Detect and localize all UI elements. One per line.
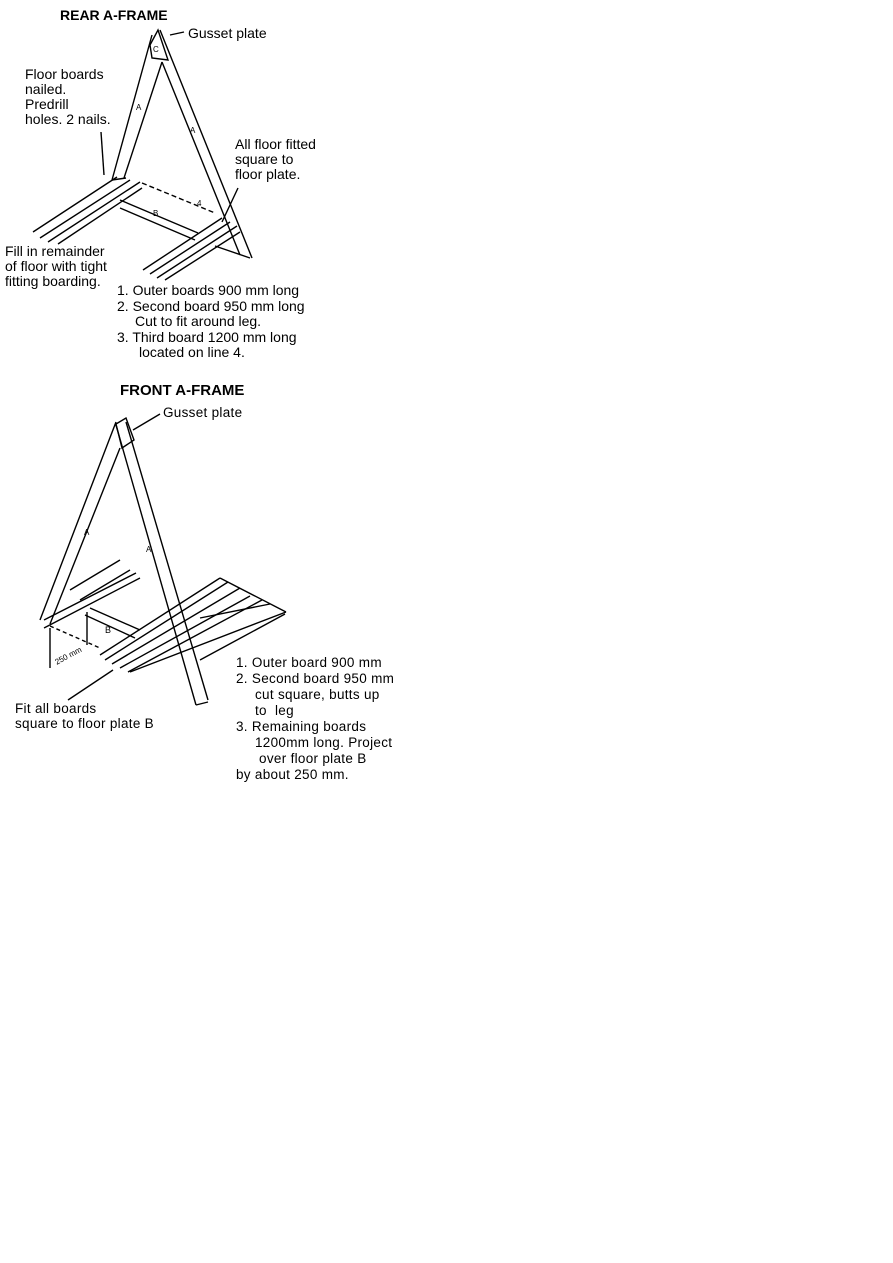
rear-floor-nailed-2: nailed. — [25, 81, 67, 97]
rear-floor-nailed-3: Predrill — [25, 96, 69, 112]
front-step-1: 1. Outer board 900 mm — [236, 655, 382, 670]
rear-label-c: C — [153, 45, 159, 54]
front-label-a-right: A — [146, 545, 152, 554]
rear-floor-square-1: All floor fitted — [235, 136, 316, 152]
front-label-a-left: A — [84, 528, 90, 537]
front-gusset-label: Gusset plate — [163, 405, 243, 420]
front-step-2: 2. Second board 950 mm — [236, 671, 395, 686]
rear-floor-square-2: square to — [235, 151, 294, 167]
rear-step-2: 2. Second board 950 mm long — [117, 298, 305, 314]
front-step-2b: cut square, butts up — [255, 687, 380, 702]
rear-fill-note-3: fitting boarding. — [5, 273, 101, 289]
rear-title: REAR A-FRAME — [60, 7, 168, 23]
rear-fill-note-2: of floor with tight — [5, 258, 107, 274]
rear-label-a-left: A — [136, 103, 142, 112]
front-step-3: 3. Remaining boards — [236, 719, 367, 734]
rear-fill-note-1: Fill in remainder — [5, 243, 105, 259]
front-title: FRONT A-FRAME — [120, 382, 245, 399]
rear-step-3: 3. Third board 1200 mm long — [117, 329, 297, 345]
front-left-leg — [40, 422, 116, 620]
front-fit-note-1: Fit all boards — [15, 701, 97, 716]
front-floor-plate-b — [90, 608, 140, 630]
front-step-3b: 1200mm long. Project — [255, 735, 393, 750]
rear-gusset-label: Gusset plate — [188, 25, 267, 41]
rear-step-3b: located on line 4. — [139, 344, 245, 360]
rear-floor-square-3: floor plate. — [235, 166, 301, 182]
rear-label-4: 4 — [197, 199, 202, 208]
front-step-2c: to leg — [255, 703, 294, 718]
front-gusset-plate — [116, 418, 134, 448]
rear-step-1: 1. Outer boards 900 mm long — [117, 282, 300, 298]
front-step-3c: over floor plate B — [255, 751, 367, 766]
rear-label-a-right: A — [190, 126, 196, 135]
rear-floor-nailed-1: Floor boards — [25, 66, 104, 82]
front-dimension-250mm: 250 mm — [53, 645, 84, 667]
front-label-b: B — [105, 625, 112, 635]
rear-step-2b: Cut to fit around leg. — [135, 313, 262, 329]
rear-label-b: B — [153, 209, 159, 218]
rear-floor-nailed-4: holes. 2 nails. — [25, 111, 111, 127]
front-fit-note-2: square to floor plate B — [15, 716, 154, 731]
front-step-3d: by about 250 mm. — [236, 767, 349, 782]
